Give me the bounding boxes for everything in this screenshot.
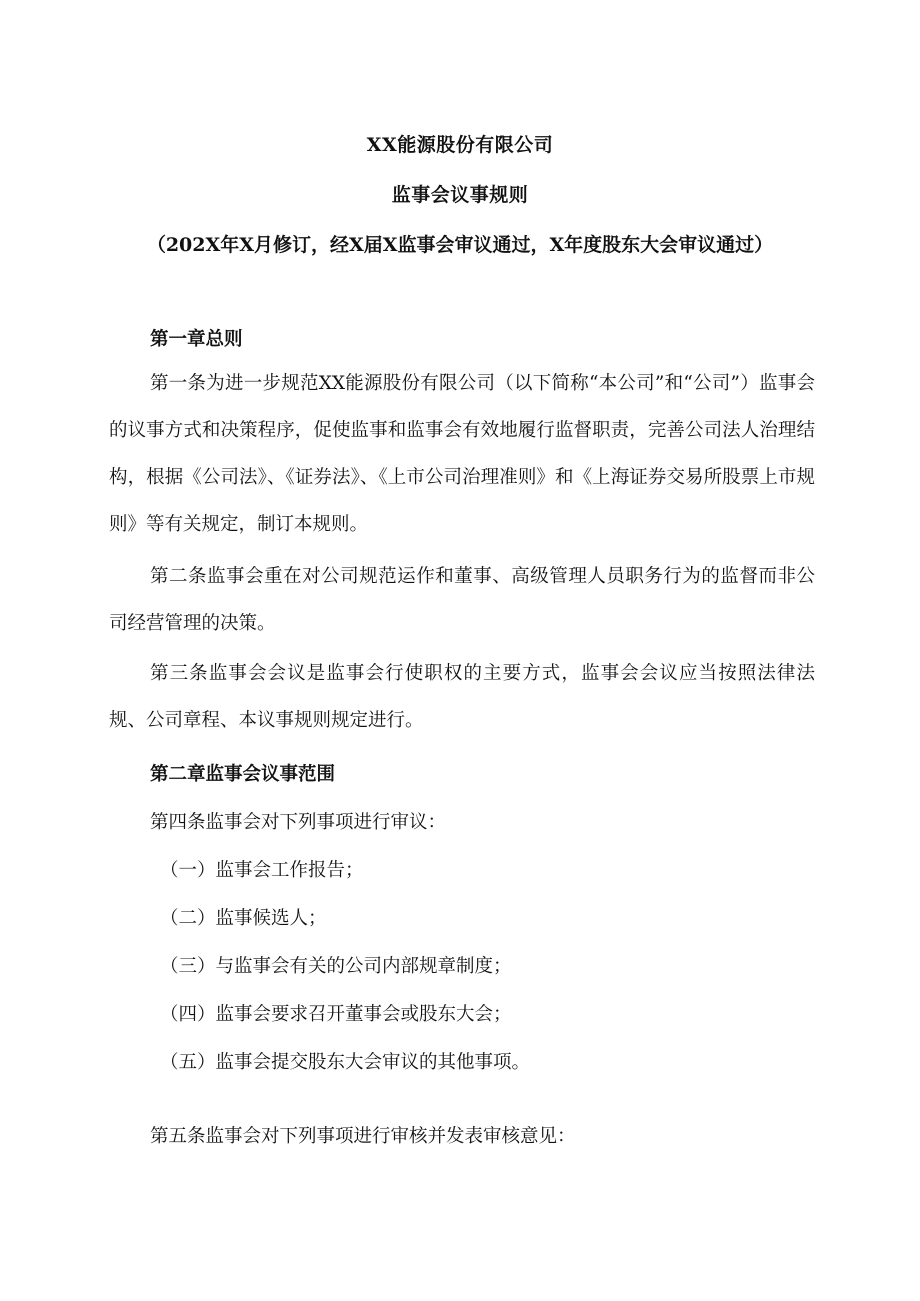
- document-title: 监事会议事规则: [391, 184, 529, 206]
- company-name: XX能源股份有限公司: [366, 134, 554, 156]
- article-4-item: （四）监事会要求召开董事会或股东大会；: [160, 1004, 512, 1025]
- chapter-2-heading: 第二章监事会议事范围: [150, 764, 336, 785]
- article-4-item: （三）与监事会有关的公司内部规章制度；: [160, 956, 512, 977]
- article-4-item: （五）监事会提交股东大会审议的其他事项。: [160, 1052, 531, 1073]
- article-2: 第二条监事会重在对公司规范运作和董事、高级管理人员职务行为的监督而非公司经营管理的决策。: [109, 566, 815, 634]
- article-1: 第一条为进一步规范XX能源股份有限公司（以下简称“本公司”和“公司”）监事会的议事方式和决策程序，促使监事和监事会有效地履行监督职责，完善公司法人治理结构，根据《公司法》、《证券法》、《上市公司治理准则》和《上海证券交易所股票上市规则》等有关规定，制订本规则。: [109, 373, 815, 535]
- article-4-item: （一）监事会工作报告；: [160, 860, 364, 881]
- article-4-item: （二）监事候选人；: [160, 908, 327, 929]
- article-3: 第三条监事会会议是监事会行使职权的主要方式，监事会会议应当按照法律法规、公司章程、本议事规则规定进行。: [109, 663, 815, 731]
- revision-note: （202X年X月修订，经X届X监事会审议通过，X年度股东大会审议通过）: [146, 234, 774, 256]
- article-4: 第四条监事会对下列事项进行审议：: [150, 812, 447, 833]
- article-5: 第五条监事会对下列事项进行审核并发表审核意见：: [150, 1126, 576, 1147]
- chapter-1-heading: 第一章总则: [150, 329, 243, 350]
